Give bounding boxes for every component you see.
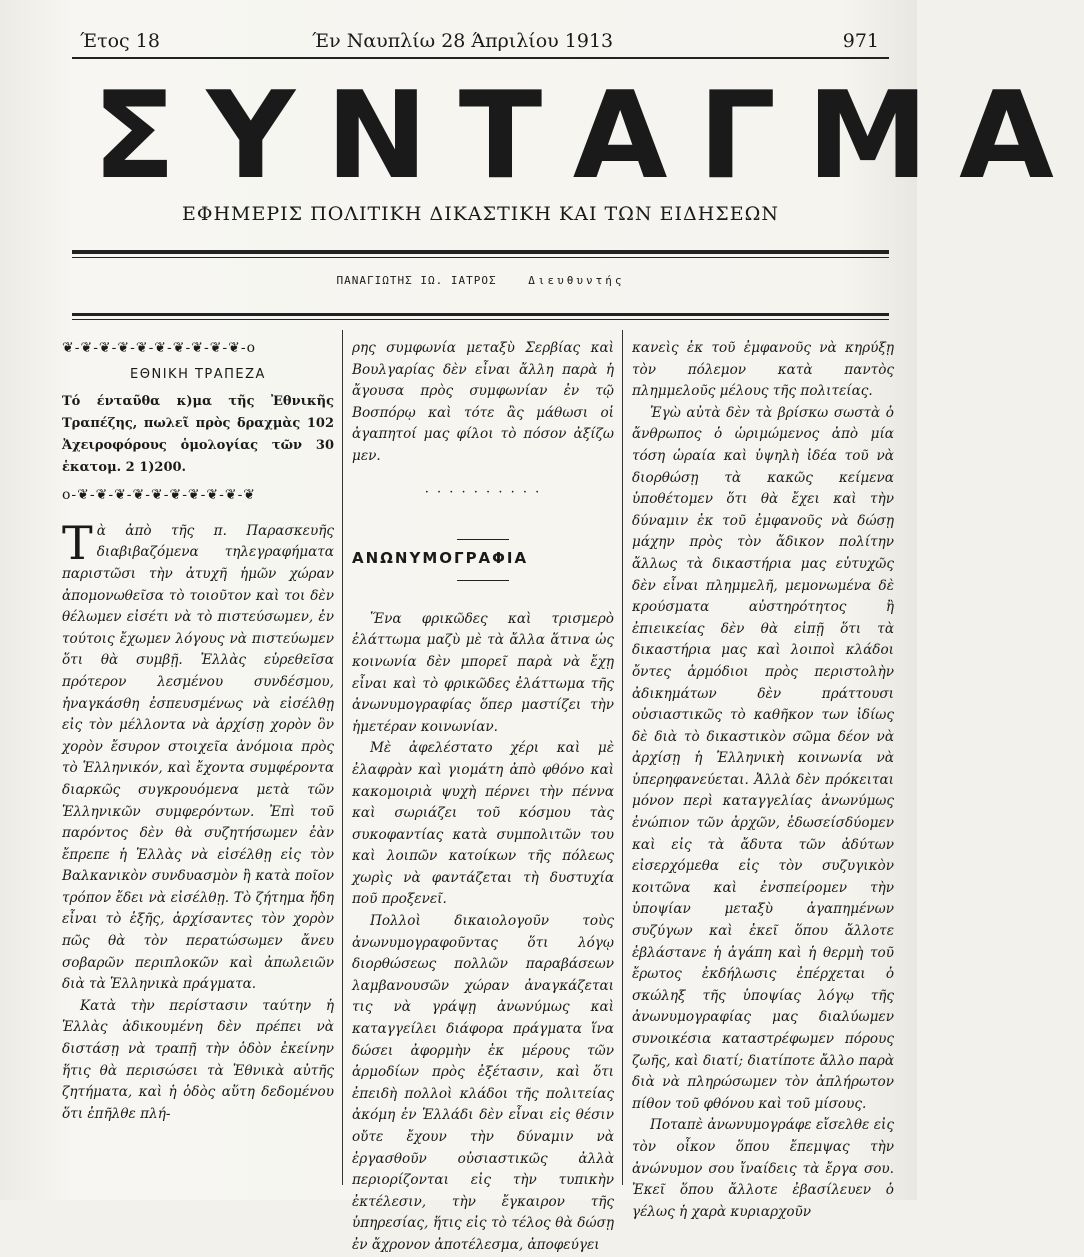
director-role: Διευθυντής [528, 274, 625, 287]
column-1 [62, 338, 334, 1125]
article-paragraph: Πολλοὶ δικαιολογοῦν τοὺς ἀνωνυμογραφοῦντας ὅτι λόγῳ διορθώσεως πολλῶν παραβάσεων λαμβανουσῶν χώραν ἀναγκάζεται τις νὰ γράψῃ ἀνωνύμως καὶ καταγγείλει διάφορα πράγματα ἵνα δώσει ἀφορμὴν ἐκ μέρους τῶν ἁρμοδίων πρὸς ἐξέτασιν, καὶ ὅτι ἐπειδὴ πολλοὶ κλάδοι τῆς πολιτείας ἀκόμη ἐν Ἑλλάδι δὲν εἶναι εἰς θέσιν οὔτε ἔχουν τὴν δύναμιν νὰ ἐργασθοῦν οὐσιαστικῶς ἀλλὰ περιορίζονται εἰς τὴν τυπικὴν ἐκτέλεσιν, τὴν ἔγκαιρον τῆς ὑπηρεσίας, ἥτις εἰς τὸ τέλος θὰ δώσῃ ἐν ἄχρονον ἀποτέλεσμα, ἀποφεύγει [352, 913, 614, 1253]
ornament-border: ο-❦-❦-❦-❦-❦-❦-❦-❦-❦-❦ [62, 487, 257, 504]
director-name: ΠΑΝΑΓΙΩΤΗΣ ΙΩ. ΙΑΤΡΟΣ [336, 274, 497, 287]
masthead-subtitle: ΕΦΗΜΕΡΙΣ ΠΟΛΙΤΙΚΗ ΔΙΚΑΣΤΙΚΗ ΚΑΙ ΤΩΝ ΕΙΔΗΣΕΩΝ [182, 203, 779, 225]
article-paragraph: ὰ ἀπὸ τῆς π. Παρασκευῆς διαβιβαζόμενα τηλεγραφήματα παριστῶσι τὴν ἀτυχῆ ἡμῶν χώραν ἀπομονωθεῖσα τὸ τοιοῦτον καὶ τοι δὲν θέλωμεν εἰσέτι νὰ τὸ πιστεύσωμεν, ἐν τούτοις ἔχωμεν λόγους νὰ πιστεύωμεν ὅτι θὰ συμβῇ. Ἑλλὰς εὑρεθεῖσα πρότερον λεσμένου συνδέσμου, ἠναγκάσθη ἐσπευσμένως νὰ εἰσέλθῃ εἰς τὸν μέλλοντα νὰ ἀρχίσῃ χορὸν ὃν χορὸν ἔσυρον στοιχεῖα ἀνόμοια πρὸς τὸ Ἑλληνικόν, καὶ ἔχοντα συμφέροντα διαρκῶς συγκρουόμενα μετὰ τῶν Ἑλληνικῶν συμφερόντων. Ἐπὶ τοῦ παρόντος δὲν θὰ συζητήσωμεν ἐὰν ἔπρεπε ἡ Ἑλλὰς νὰ εἰσέλθῃ εἰς τὸν Βαλκανικὸν συνδυασμὸν ἢ κατὰ ποῖον τρόπον ἔδει νὰ εἰσέλθῃ. Τὸ ζήτημα ἤδη εἶναι τὸ ἑξῆς, ἀρχίσαντες τὸν χορὸν πῶς θὰ τὸν περατώσωμεν ἄνευ σοβαρῶν περιπλοκῶν καὶ ἀπωλειῶν διὰ τὰ Ἑλληνικὰ πράγματα. [62, 522, 334, 993]
separator: · · · · · · · · · · [424, 484, 542, 500]
masthead-title: ΣΥΝΤΑΓΜΑ [92, 67, 1084, 206]
masthead-rule [72, 250, 889, 254]
article-paragraph: Ποταπὲ ἀνωνυμογράφε εἴσελθε εἰς τὸν οἶκον ὅπου ἔπεμψας τὴν ἀνώνυμον σου ἴναίδεις τὰ ἔργα σου. Ἐκεῖ ὅπου ἄλλοτε ἐβασίλευεν ὁ γέλως ἡ χαρὰ κυριαρχοῦν [632, 1117, 894, 1220]
section-title: ΑΝΩΝΥΜΟΓΡΑΦΙΑ [352, 549, 529, 568]
dateline [72, 30, 889, 60]
year-label: Έτος 18 [80, 30, 160, 52]
ornament-border: ❦-❦-❦-❦-❦-❦-❦-❦-❦-❦-ο [62, 340, 257, 356]
dropcap: Τ [62, 515, 93, 570]
director-rule-thin [72, 319, 889, 320]
article-paragraph: ρης συμφωνία μεταξὺ Σερβίας καὶ Βουλγαρίας δὲν εἶναι ἄλλη παρὰ ἡ ἄγουσα πρὸς συμφωνίαν ἐν τῷ Βοσπόρῳ καὶ τότε ἂς μάθωσι οἱ ἀγαπητοί μας φίλοι τὸ πόσον ἀξίζω μεν. [352, 340, 614, 464]
notice-heading: ΕΘΝΙΚΗ ΤΡΑΠΕΖΑ [130, 366, 266, 382]
director-rule [72, 313, 889, 316]
bank-notice: Τό ένταῦθα κ)μα τῆς Ἐθνικῆς Τραπέζης, πωλεῖ πρὸς δραχμὰς 102 Ἀχειροφόρους ὁμολογίας τῶν 30 ἑκατομ. 2 1)200. [62, 394, 334, 476]
article-paragraph: Μὲ ἀφελέστατο χέρι καὶ μὲ ἐλαφρὰν καὶ γιομάτη ἀπὸ φθόνο καὶ κακομοιριὰ ψυχὴ πέρνει τὴν πέννα καὶ σωριάζει τοῦ κόσμου τὰς συκοφαντίας κατὰ συμπολιτῶν του καὶ λοιπῶν κατοίκων τῆς πόλεως χωρὶς νὰ φαντάζεται τὴ δυστυχία ποῦ προξενεῖ. [352, 740, 614, 908]
director-line [72, 274, 889, 287]
column-2 [352, 338, 614, 1257]
column-3 [632, 338, 894, 1223]
column-divider [622, 330, 623, 1185]
title-rule [457, 539, 509, 540]
masthead-rule-thin [72, 257, 889, 258]
article-paragraph: Κατὰ τὴν περίστασιν ταύτην ἡ Ἑλλὰς ἀδικουμένη δὲν πρέπει νὰ διστάσῃ νὰ τραπῇ τὴν ὁδὸν ἐκείνην ἥτις θὰ περισώσει τὰ Ἐθνικὰ αὐτῆς ζητήματα, καὶ ἡ ὁδὸς αὕτη δεδομένου ὅτι ἐπῆλθε πλή- [62, 997, 334, 1122]
title-rule [457, 580, 509, 581]
article-paragraph: κανεὶς ἐκ τοῦ ἐμφανοῦς νὰ κηρύξῃ τὸν πόλεμον κατὰ παντὸς πλημμελοῦς μέλους τῆς πολιτείας. [632, 340, 894, 400]
article-paragraph: Ἐγὼ αὐτὰ δὲν τὰ βρίσκω σωστὰ ὁ ἄνθρωπος ὁ ὡριμώμενος ἀπὸ μία τόση ὡραία καὶ ὑψηλὴ ἰδέα τοῦ νὰ διορθώσῃ τὰ κακῶς κείμενα ὑποθέτομεν ὅτι θὰ ἔχει καὶ τὴν δύναμιν ἐκ τοῦ ἐμφανοῦς νὰ δώσῃ μάχην πρὸς τὸν ἄδικον πολίτην ἄλλως τὰ δικαστήρια μας εὐτυχῶς δὲν εἶναι πλημμελῆ, μεμονωμένα δὲ κρούσματα αὐστηρότητος ἢ ἐπιεικείας δὲν θὰ εἰπῇ ὅτι τὰ δικαστήρια μας καὶ λοιποὶ κλάδοι ὄντες ἁρμόδιοι πρὸς περιστολὴν ἀδικημάτων δὲν πράττουσι οὐσιαστικῶς τὸ καθῆκον των ἰδίως δὲ διὰ τὸ δικαστικὸν σῶμα δέον νὰ ἀρχίσῃ ἡ Ἑλληνικὴ κοινωνία νὰ ὑπερηφανεύεται. Ἀλλὰ δὲν πρόκειται μόνον περὶ καταγγελίας ἀνωνύμως ἐνώπιον τῶν ἀρχῶν, ἐδωσείσδύομεν καὶ εἰς τὰ ἄδυτα τῶν ἀδύτων εἰσερχόμεθα εἰς τὸν συζυγικὸν κοιτῶνα καὶ ἐνσπείρομεν τὴν ὑποψίαν μεταξὺ ἀγαπημένων συζύγων καὶ ἐκεῖ ὅπου ἄλλοτε ἐβλάστανε ἡ ἀγάπη καὶ ἡ θερμὴ τοῦ ἔρωτος ἐκδήλωσις ἐπέρχεται ὁ σκώληξ τῆς ὑποψίας λόγῳ τῆς ἀνωνυμογραφίας μας διαλύωμεν συνοικέσια καταστρέφωμεν πόρους ζωῆς, καὶ διατί; διατίποτε ἄλλο παρὰ διὰ νὰ πληρώσωμεν τὸν ἀπλήρωτον πίθον τοῦ φθόνου καὶ τοῦ μίσους. [632, 404, 894, 1112]
top-rule [72, 57, 889, 59]
article-paragraph: Ἕνα φρικῶδες καὶ τρισμερὸ ἐλάττωμα μαζὺ μὲ τὰ ἄλλα ἅτινα ὡς κοινωνία δὲν μπορεῖ παρὰ νὰ ἔχῃ εἶναι καὶ τὸ φρικῶδες ἐλάττωμα τῆς ἀνωνυμογραφίας ὅπερ μαστίζει τὴν ἡμετέραν κοινωνίαν. [352, 610, 614, 735]
column-divider [342, 330, 343, 1185]
place-date: Έν Ναυπλίω 28 Άπριλίου 1913 [312, 30, 614, 52]
issue-number: 971 [842, 30, 879, 52]
